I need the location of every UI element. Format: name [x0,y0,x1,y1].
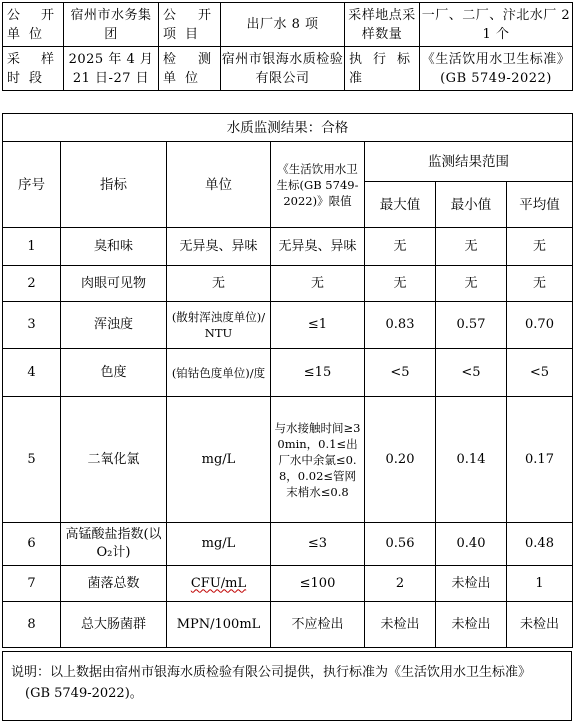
row-indicator: 总大肠菌群 [61,602,167,648]
header-avg: 平均值 [507,182,573,228]
row-unit: (铂钴色度单位)/度 [167,349,271,397]
row-limit: 不应检出 [271,602,365,648]
row-avg: 0.17 [507,397,573,523]
row-indicator: 色度 [61,349,167,397]
publisher-value: 宿州市水务集团 [64,3,159,47]
table-row [3,228,573,266]
header-unit: 单位 [167,142,271,228]
row-max: 2 [365,566,436,602]
row-unit: mg/L [167,397,271,523]
info-table [2,2,573,91]
row-no: 4 [3,349,61,397]
row-limit: ≤1 [271,302,365,349]
table-row [3,266,573,302]
row-indicator: 二氧化氯 [61,397,167,523]
row-max: 0.20 [365,397,436,523]
footnote [2,651,572,721]
standard-label: 执行标准 [345,47,420,91]
row-indicator: 菌落总数 [61,566,167,602]
row-unit [167,566,271,602]
table-row [3,302,573,349]
row-min: 未检出 [436,602,507,648]
row-limit: ≤3 [271,523,365,566]
period-label: 采样时段 [3,47,64,91]
row-min: 无 [436,228,507,266]
row-indicator: 臭和味 [61,228,167,266]
row-no: 8 [3,602,61,648]
row-max: 无 [365,228,436,266]
period-value: 2025 年 4 月 21 日-27 日 [64,47,159,91]
row-limit: ≤100 [271,566,365,602]
row-avg: 未检出 [507,602,573,648]
row-min: 无 [436,266,507,302]
header-no: 序号 [3,142,61,228]
row-indicator: 浑浊度 [61,302,167,349]
row-unit: MPN/100mL [167,602,271,648]
lab-label: 检测单位 [159,47,221,91]
row-max: <5 [365,349,436,397]
row-min: 0.40 [436,523,507,566]
footnote-line-1: 说明：以上数据由宿州市银海水质检验有限公司提供，执行标准为《生活饮用水卫生标准》 [11,665,532,680]
table-row [3,566,573,602]
footnote-line-2: (GB 5749-2022)。 [25,686,143,701]
row-max: 0.83 [365,302,436,349]
row-no: 6 [3,523,61,566]
item-value: 出厂水 8 项 [221,3,345,47]
row-min: 0.14 [436,397,507,523]
row-no: 3 [3,302,61,349]
header-limit-text: 《生活饮用水卫生标(GB 5749-2022)》限值 [276,161,359,208]
item-label: 公开项目 [159,3,221,47]
header-min: 最小值 [436,182,507,228]
row-unit: mg/L [167,523,271,566]
row-avg: <5 [507,349,573,397]
row-no: 5 [3,397,61,523]
row-limit [271,397,365,523]
lab-value: 宿州市银海水质检验有限公司 [221,47,345,91]
row-max: 0.56 [365,523,436,566]
publisher-label: 公开单位 [3,3,64,47]
row-limit: 无 [271,266,365,302]
header-range: 监测结果范围 [365,142,573,182]
row-no: 7 [3,566,61,602]
row-avg: 无 [507,266,573,302]
site-label: 采样地点采样数量 [345,3,420,47]
row-avg: 0.48 [507,523,573,566]
header-limit [271,142,365,228]
row-no: 2 [3,266,61,302]
row-avg: 1 [507,566,573,602]
row-avg: 0.70 [507,302,573,349]
row-limit: ≤15 [271,349,365,397]
table-row [3,397,573,523]
table-row [3,349,573,397]
header-indicator: 指标 [61,142,167,228]
standard-value: 《生活饮用水卫生标准》(GB 5749-2022) [420,47,573,91]
row-indicator: 高锰酸盐指数(以 O₂计) [61,523,167,566]
row-max: 未检出 [365,602,436,648]
row-indicator: 肉眼可见物 [61,266,167,302]
row-unit: 无 [167,266,271,302]
row-unit-text: CFU/mL [190,575,247,591]
row-min: 未检出 [436,566,507,602]
row-avg: 无 [507,228,573,266]
row-limit-text: 与水接触时间≥30min，0.1≤出厂水中余氯≤0.8，0.02≤管网末梢水≤0.8 [274,420,361,499]
header-max: 最大值 [365,182,436,228]
row-min: <5 [436,349,507,397]
table-row [3,602,573,648]
results-table [2,113,573,648]
row-max: 无 [365,266,436,302]
row-unit: 无异臭、异味 [167,228,271,266]
site-value: 一厂、二厂、汴北水厂 21 个 [420,3,573,47]
result-banner: 水质监测结果：合格 [3,114,573,142]
row-limit: 无异臭、异味 [271,228,365,266]
row-min: 0.57 [436,302,507,349]
row-unit: (散射浑浊度单位)/NTU [167,302,271,349]
table-row [3,523,573,566]
row-no: 1 [3,228,61,266]
